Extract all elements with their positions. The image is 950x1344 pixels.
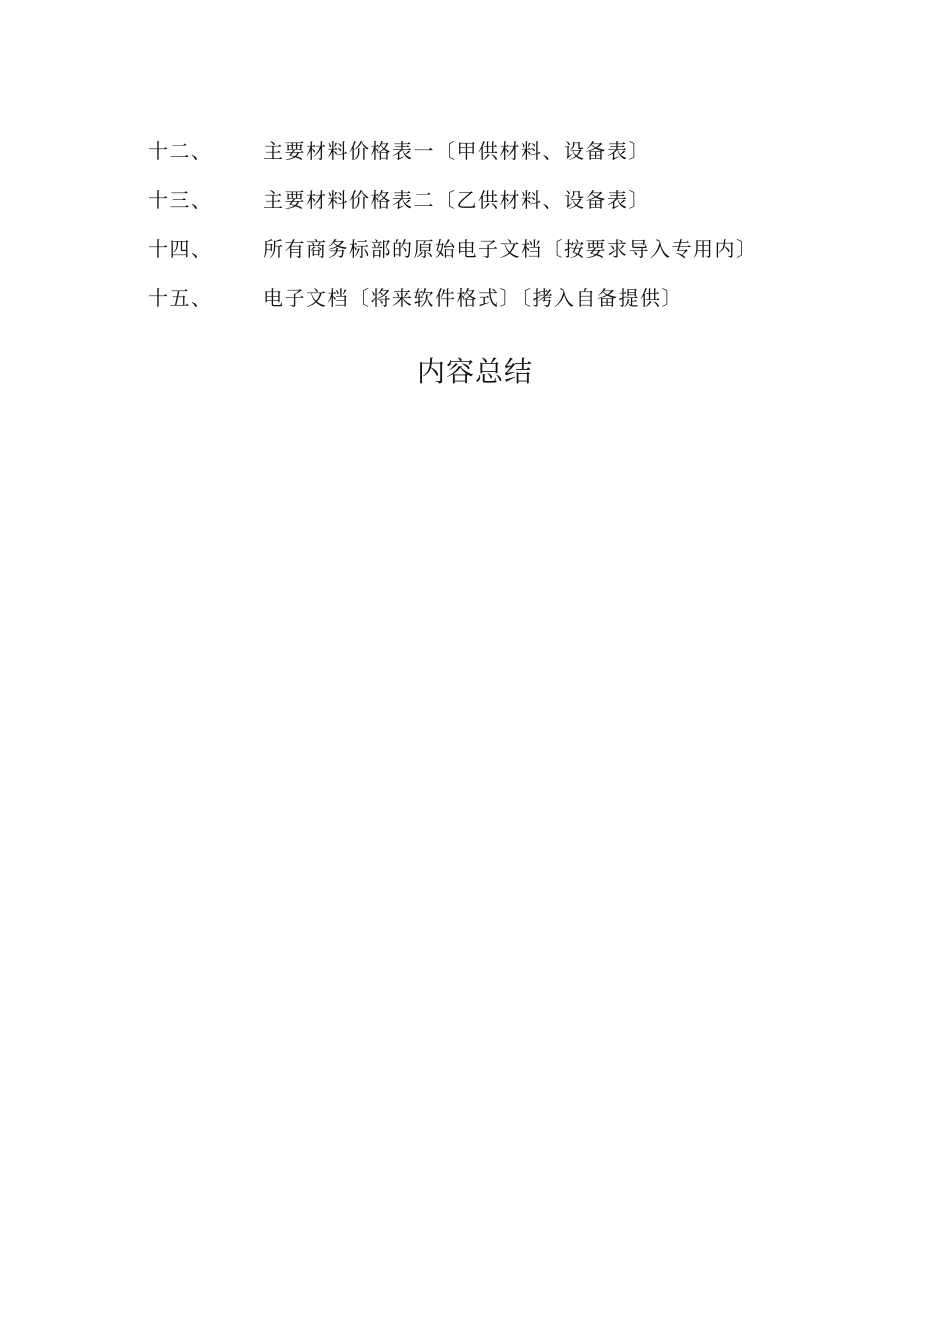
toc-item-text: 主要材料价格表一〔甲供材料、设备表〕 (263, 139, 650, 163)
toc-item (148, 134, 848, 183)
toc-list (148, 134, 848, 330)
toc-item (148, 281, 848, 330)
toc-item-number: 十三、 (148, 188, 213, 212)
toc-item-number: 十五、 (148, 286, 213, 310)
toc-item-number: 十二、 (148, 139, 213, 163)
toc-item (148, 183, 848, 232)
toc-item (148, 232, 848, 281)
toc-item-text: 主要材料价格表二〔乙供材料、设备表〕 (263, 188, 650, 212)
toc-item-number: 十四、 (148, 237, 213, 261)
toc-item-text: 电子文档〔将来软件格式〕〔拷入自备提供〕 (263, 286, 683, 310)
toc-item-text: 所有商务标部的原始电子文档〔按要求导入专用内〕 (263, 237, 758, 261)
summary-heading: 内容总结 (416, 355, 533, 388)
